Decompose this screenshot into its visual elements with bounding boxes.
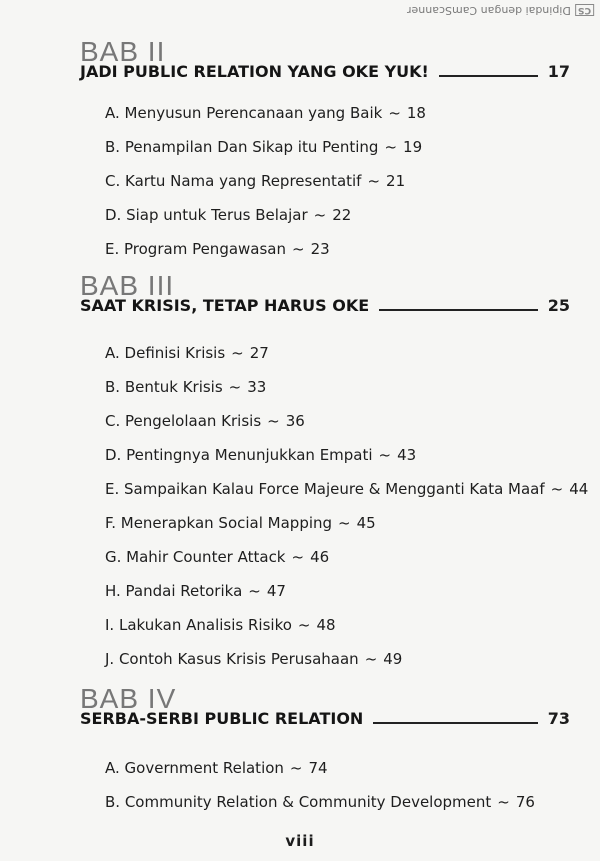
camscanner-logo: CS xyxy=(575,5,594,17)
toc-entry: D. Pentingnya Menunjukkan Empati ~ 43 xyxy=(105,446,417,464)
chapter-label: BAB IV xyxy=(80,683,177,714)
chapter-2-heading xyxy=(80,38,570,81)
leader-line xyxy=(379,309,538,311)
toc-entry: B. Bentuk Krisis ~ 33 xyxy=(105,378,267,396)
toc-entry: A. Government Relation ~ 74 xyxy=(105,759,328,777)
chapter-page-number: 25 xyxy=(547,296,570,315)
chapter-title: SAAT KRISIS, TETAP HARUS OKE xyxy=(80,296,370,315)
toc-entry: C. Pengelolaan Krisis ~ 36 xyxy=(105,412,305,430)
toc-entry: I. Lakukan Analisis Risiko ~ 48 xyxy=(105,616,336,634)
page-number: viii xyxy=(285,832,315,850)
toc-entry: A. Definisi Krisis ~ 27 xyxy=(105,344,269,362)
chapter-label: BAB III xyxy=(80,270,175,301)
chapter-page-number: 73 xyxy=(547,709,570,728)
toc-entry: B. Penampilan Dan Sikap itu Penting ~ 19 xyxy=(105,138,423,156)
toc-entry: E. Sampaikan Kalau Force Majeure & Mengganti Kata Maaf ~ 44 xyxy=(105,480,589,498)
chapter-title: SERBA-SERBI PUBLIC RELATION xyxy=(80,709,364,728)
toc-entry: B. Community Relation & Community Development ~ 76 xyxy=(105,793,535,811)
chapter-4-heading xyxy=(80,685,570,728)
toc-entry: A. Menyusun Perencanaan yang Baik ~ 18 xyxy=(105,104,426,122)
toc-entry: H. Pandai Retorika ~ 47 xyxy=(105,582,286,600)
leader-line xyxy=(439,75,538,77)
chapter-3-heading xyxy=(80,272,570,315)
toc-entry: G. Mahir Counter Attack ~ 46 xyxy=(105,548,330,566)
leader-line xyxy=(373,722,537,724)
chapter-3-items xyxy=(105,341,589,681)
scanner-watermark xyxy=(407,4,594,17)
chapter-4-items xyxy=(105,756,580,824)
toc-entry: F. Menerapkan Social Mapping ~ 45 xyxy=(105,514,376,532)
chapter-2-items xyxy=(105,101,580,271)
toc-entry: E. Program Pengawasan ~ 23 xyxy=(105,240,330,258)
toc-entry: J. Contoh Kasus Krisis Perusahaan ~ 49 xyxy=(105,650,403,668)
chapter-page-number: 17 xyxy=(547,62,570,81)
chapter-label: BAB II xyxy=(80,36,166,67)
watermark-text: Dipindai dengan CamScanner xyxy=(406,4,571,17)
toc-entry: C. Kartu Nama yang Representatif ~ 21 xyxy=(105,172,406,190)
toc-entry: D. Siap untuk Terus Belajar ~ 22 xyxy=(105,206,352,224)
chapter-title: JADI PUBLIC RELATION YANG OKE YUK! xyxy=(80,62,429,81)
